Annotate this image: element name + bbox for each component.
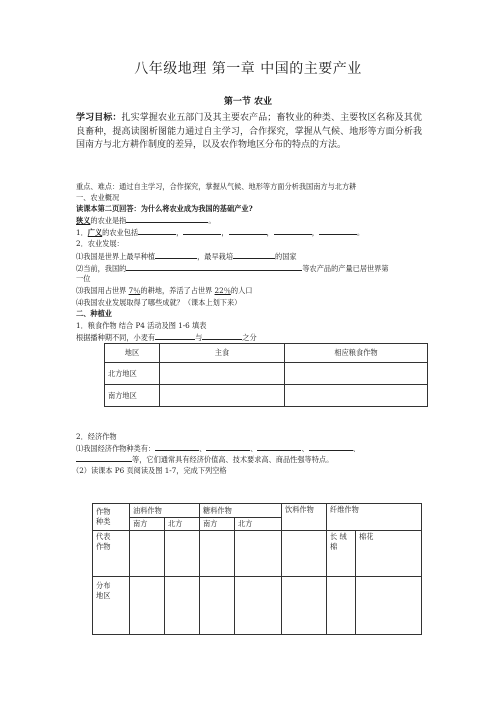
sub-header: 北方 [165,518,200,531]
text: ⑶我国用占世界 [76,286,129,295]
table-cell[interactable] [282,531,327,577]
row-label: 北方地区 [105,363,160,385]
period: 。 [356,228,365,237]
table-cell[interactable] [356,577,422,635]
separator: 、 [352,444,360,453]
underlined-value: 22％ [214,286,231,295]
table-header: 作物 种类 [93,504,130,531]
underlined-value: 7％ [128,286,141,295]
table-header: 糖料作物 [200,504,282,518]
table-header: 地区 [105,344,160,363]
table-cell[interactable] [285,363,428,385]
blank-field[interactable] [183,227,221,235]
cash-crops-types [76,443,360,454]
development-heading: 2．农业发展： [76,239,124,248]
blank-field[interactable] [233,251,275,259]
question-line: 读课本第二页回答：为什么将农业成为我国的基础产业? [76,204,253,213]
blank-field[interactable] [155,332,195,340]
text: 根据播种期不同，小麦有 [76,333,156,342]
table-cell[interactable] [160,385,285,407]
development-item-2 [76,263,389,274]
blank-field[interactable] [76,454,132,462]
blank-field[interactable] [257,443,301,451]
blank-field[interactable] [126,263,302,271]
table-cell[interactable] [327,577,356,635]
blank-field[interactable] [319,227,357,235]
table-header: 油料作物 [130,504,200,518]
text: 的耕地，养活了占世界 [140,286,215,295]
table-header: 饮料作物 [282,504,327,531]
comma: ， [221,228,229,237]
blank-field[interactable] [309,443,353,451]
narrow-agriculture [76,215,216,226]
comma: ， [176,228,184,237]
table-header: 主食 [160,344,285,363]
table-header: 相应粮食作物 [285,344,428,363]
text: 之分 [242,333,257,342]
table-cell[interactable] [200,577,235,635]
learning-goals [76,112,422,153]
blank-field[interactable] [274,227,312,235]
blank-field[interactable] [155,443,199,451]
row-label: 南方地区 [105,385,160,407]
row-label: 代表 作物 [93,531,130,577]
table-cell[interactable] [282,577,327,635]
broad-agriculture [76,227,364,238]
broad-label: 广义 [87,228,103,237]
blank-field[interactable] [155,251,197,259]
text: ⑴我国是世界上最早种植 [76,252,156,261]
cotton-long-cell: 长 绒 棉 [327,531,356,577]
separator: 、 [199,444,207,453]
development-item-2-cont: 一位 [76,274,91,283]
text: 与 [195,333,203,342]
text: 等，它们通常具有经济价值高、技术要求高、商品性强等特点。 [132,455,334,464]
table-cell[interactable] [160,363,285,385]
table-header: 纤维作物 [327,504,422,531]
cotton-cell: 棉花 [356,531,422,577]
text: 等农产品的产量已居世界第 [302,264,389,273]
item-number: 1． [76,228,88,237]
broad-text: 的农业包括 [102,228,139,237]
planting-heading: 二、种植业 [76,309,112,318]
separator: 、 [301,444,309,453]
period: 。 [208,216,216,225]
table-cell[interactable] [235,577,282,635]
narrow-text: 的农业是指 [90,216,127,225]
section-title: 第一节 农业 [223,97,273,107]
blank-field[interactable] [202,332,242,340]
grain-crops-heading: 1．粮食作物 结合 P4 活动及图 1-6 填表 [76,321,207,330]
narrow-label: 狭义 [76,216,91,225]
separator: 、 [250,444,258,453]
table-cell[interactable] [165,531,200,577]
development-item-1 [76,251,297,262]
cash-crops-features [76,454,333,465]
blank-field[interactable] [206,443,250,451]
sub-header: 南方 [200,518,235,531]
cash-crop-table [92,503,422,635]
table-cell[interactable] [200,531,235,577]
overview-heading: 一、农业概况 [76,193,120,202]
table-cell[interactable] [285,385,428,407]
comma: ， [266,228,274,237]
text: 的国家 [275,252,297,261]
cash-crops-instruction: （2）读课本 P6 页阅读及图 1-7，完成下列空格 [72,466,227,475]
text: ，最早栽培 [197,252,234,261]
sub-header: 南方 [130,518,165,531]
table-cell[interactable] [130,577,165,635]
blank-field[interactable] [229,227,267,235]
development-item-4: ⑷我国农业发展取得了哪些成就？（课本上划下来） [76,298,242,307]
text: ⑵当前，我国的 [76,264,127,273]
table-cell[interactable] [235,531,282,577]
wheat-line [76,332,257,343]
table-cell[interactable] [165,577,200,635]
text: 的人口 [230,286,253,295]
sub-header: 北方 [235,518,282,531]
row-label: 分布 地区 [93,577,130,635]
text: ⑴我国经济作物种类有： [76,444,156,453]
focus-line: 重点、难点：通过自主学习，合作探究，掌握从气候、地形等方面分析我国南方与北方耕 [76,182,357,191]
cash-crops-heading: 2．经济作物 [76,432,117,441]
table-cell[interactable] [130,531,165,577]
blank-field[interactable] [138,227,176,235]
goal-label: 学习目标： [76,113,122,123]
page-title: 八年级地理 第一章 中国的主要产业 [134,61,362,77]
blank-field[interactable] [126,215,208,223]
grain-table [104,343,428,407]
comma: ， [311,228,319,237]
development-item-3 [76,286,252,296]
goal-text: 扎实掌握农业五部门及其主要农产品；畜牧业的种类、主要牧区名称及其优良畜种，提高读图析图能力通过自主学习，合作探究，掌握从气候、地形等方面分析我国南方与北方耕作制度的差异，以及农作物地区分布的特点的方法。 [76,113,422,151]
